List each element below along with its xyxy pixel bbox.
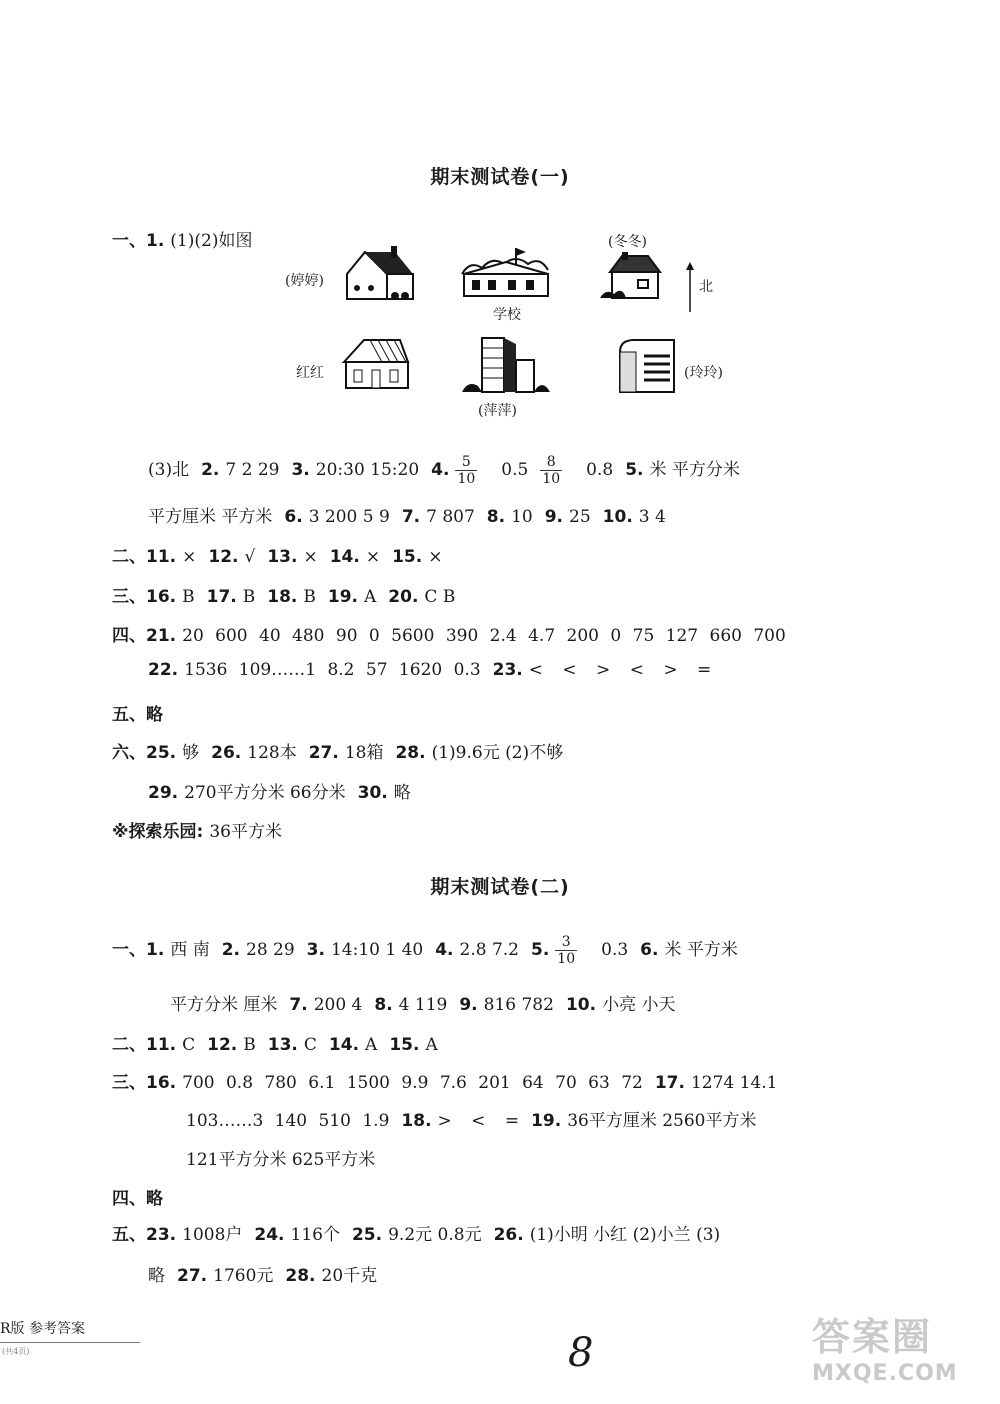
t2-row-2 <box>170 990 687 1015</box>
answer-text: 3 4 <box>638 507 666 527</box>
question-number: 4. <box>435 940 454 960</box>
fraction-5-10 <box>455 454 489 487</box>
answer-text: 五、略 <box>112 705 163 725</box>
question-number: 4. <box>431 460 450 480</box>
question-number: 18. <box>401 1111 432 1131</box>
question-number: 14. <box>329 547 360 567</box>
answer-text: × <box>428 547 443 567</box>
answer-text: 121平方分米 625平方米 <box>186 1150 376 1170</box>
answer-text: 0.8 <box>586 460 614 480</box>
t1-row-4 <box>112 582 467 607</box>
t2-row-7 <box>112 1184 169 1209</box>
question-number: 23. <box>492 660 523 680</box>
answer-text: 小亮 小天 <box>602 995 676 1015</box>
answer-text: 米 平方米 <box>664 940 738 960</box>
question-number: 8. <box>486 507 506 527</box>
t1-row-7 <box>112 700 169 725</box>
t1-row-1 <box>148 452 752 488</box>
question-number: 18. <box>267 587 298 607</box>
answer-text: 0.3 <box>601 940 629 960</box>
answer-text: 28 29 <box>246 940 295 960</box>
answer-text: A <box>425 1035 438 1055</box>
question-number: 三、16. <box>112 1073 177 1093</box>
question-number: 四、21. <box>112 626 177 646</box>
footer-divider <box>0 1342 140 1343</box>
label-north: 北 <box>699 279 713 295</box>
answer-text: 7 2 29 <box>225 460 280 480</box>
fraction-denominator: 10 <box>457 471 476 487</box>
question-number: 三、16. <box>112 587 177 607</box>
question-number: 5. <box>531 940 550 960</box>
t1-row-5 <box>112 621 798 646</box>
answer-text: 36平方厘米 2560平方米 <box>567 1111 757 1131</box>
answer-text: 18箱 <box>344 743 384 763</box>
house-icon-tingting <box>343 244 419 302</box>
answer-text: 够 <box>182 743 200 763</box>
answer-text: 3 200 5 9 <box>308 507 390 527</box>
answer-text: × <box>365 547 381 567</box>
answer-text: 25 <box>569 507 591 527</box>
label-school: 学校 <box>493 307 521 323</box>
t2-row-9 <box>148 1261 389 1286</box>
answer-text: < < > < > = <box>528 660 712 680</box>
answer-text: 1008户 <box>182 1225 243 1245</box>
question-number: 20. <box>388 587 419 607</box>
t1-row-9 <box>148 778 423 803</box>
question-number: 2. <box>201 460 220 480</box>
question-number: 29. <box>148 783 179 803</box>
answer-text: 200 4 <box>313 995 363 1015</box>
answer-text: 米 平方分米 <box>649 460 740 480</box>
test2-title: 期末测试卷(二) <box>430 876 570 898</box>
answer-text: A <box>364 587 377 607</box>
page-number: 8 <box>568 1330 594 1376</box>
question-number: 10. <box>565 995 597 1015</box>
question-number: 25. <box>351 1225 383 1245</box>
t1-row-6 <box>148 660 723 680</box>
section-label: ※探索乐园: <box>112 822 204 842</box>
answer-text: 116个 <box>290 1225 340 1245</box>
question-number: 9. <box>544 507 564 527</box>
label-lingling: (玲玲) <box>684 365 723 381</box>
question-number: 17. <box>654 1073 685 1093</box>
watermark-logo <box>812 1306 990 1398</box>
answer-text: 20千克 <box>321 1266 378 1286</box>
answer-text: 700 0.8 780 6.1 1500 9.9 7.6 201 64 70 63 72 <box>182 1073 643 1093</box>
question-number: 26. <box>211 743 242 763</box>
answer-text: 0.5 <box>501 460 529 480</box>
footer-small-text: (共4页) <box>2 1347 30 1356</box>
question-number: 26. <box>493 1225 524 1245</box>
answer-text: 略 <box>148 1266 165 1286</box>
question-number: 12. <box>208 547 239 567</box>
fraction-denominator: 10 <box>557 951 576 967</box>
answer-text: C <box>303 1035 317 1055</box>
question-number: 15. <box>389 1035 420 1055</box>
watermark-line-1: 答案圈 <box>812 1315 933 1359</box>
north-arrow-icon <box>684 262 696 314</box>
question-number: 一、1. <box>112 940 165 960</box>
t2-row-8 <box>112 1220 732 1245</box>
t2-row-4 <box>112 1068 790 1093</box>
answer-text: > < = <box>437 1111 520 1131</box>
answer-text: (1)9.6元 (2)不够 <box>431 743 564 763</box>
question-number: 22. <box>148 660 179 680</box>
answer-text: 2.8 7.2 <box>459 940 519 960</box>
answer-text: 816 782 <box>483 995 554 1015</box>
t1-q1-number: 一、1. <box>112 231 165 251</box>
answer-text: 略 <box>393 783 411 803</box>
question-number: 10. <box>602 507 633 527</box>
t1-q1-line <box>112 226 264 251</box>
answer-text: 128本 <box>247 743 297 763</box>
answer-text: C <box>182 1035 196 1055</box>
question-number: 28. <box>285 1266 316 1286</box>
question-number: 12. <box>207 1035 238 1055</box>
question-number: 6. <box>640 940 659 960</box>
watermark-line-2: MXQE.COM <box>812 1361 958 1386</box>
question-number: 6. <box>284 507 303 527</box>
t1-row-10 <box>112 817 294 842</box>
answer-text: 四、略 <box>112 1189 163 1209</box>
apartment-building-icon <box>462 334 552 396</box>
answer-text: 9.2元 0.8元 <box>388 1225 482 1245</box>
label-pingping: (萍萍) <box>478 403 517 419</box>
fraction-numerator: 5 <box>455 454 477 471</box>
answer-text: 20:30 15:20 <box>315 460 420 480</box>
question-number: 13. <box>267 1035 298 1055</box>
footer-label: R版 参考答案 <box>0 1321 85 1337</box>
office-building-icon <box>614 338 680 396</box>
answer-text: × <box>182 547 197 567</box>
t1-row-2 <box>148 502 678 527</box>
answer-text: 1760元 <box>213 1266 274 1286</box>
label-tingting: (婷婷) <box>285 273 324 289</box>
question-number: 五、23. <box>112 1225 177 1245</box>
fraction-numerator: 3 <box>555 934 577 951</box>
question-number: 30. <box>357 783 388 803</box>
question-number: 27. <box>308 743 339 763</box>
question-number: 13. <box>267 547 298 567</box>
answer-text: 20 600 40 480 90 0 5600 390 2.4 4.7 200 0 75 127 660 700 <box>182 626 786 646</box>
t1-q1-text: (1)(2)如图 <box>170 231 253 251</box>
answer-text: 1536 109……1 8.2 57 1620 0.3 <box>184 660 481 680</box>
question-number: 28. <box>395 743 426 763</box>
question-number: 二、11. <box>112 547 177 567</box>
question-number: 六、25. <box>112 743 177 763</box>
question-number: 17. <box>206 587 237 607</box>
question-number: 19. <box>327 587 358 607</box>
question-number: 7. <box>401 507 421 527</box>
answer-text: B <box>303 587 316 607</box>
question-number: 7. <box>289 995 308 1015</box>
answer-text: 14:10 1 40 <box>330 940 424 960</box>
question-number: 24. <box>254 1225 285 1245</box>
t2-row-3 <box>112 1030 450 1055</box>
label-honghong: 红红 <box>296 365 324 381</box>
question-number: 5. <box>625 460 644 480</box>
t2-row-6 <box>186 1145 387 1170</box>
answer-text: 4 119 <box>398 995 448 1015</box>
t1-row-3 <box>112 542 454 567</box>
answer-text: 平方厘米 平方米 <box>148 507 273 527</box>
answer-text: 103……3 140 510 1.9 <box>186 1111 390 1131</box>
question-number: 9. <box>459 995 478 1015</box>
t2-row-1 <box>112 932 750 968</box>
answer-text: (3)北 <box>148 460 190 480</box>
school-building-icon <box>458 244 554 300</box>
answer-text: B <box>243 1035 256 1055</box>
question-number: 3. <box>291 460 310 480</box>
fraction-8-10 <box>540 454 574 487</box>
answer-text: 36平方米 <box>209 822 282 842</box>
test1-title: 期末测试卷(一) <box>430 166 570 188</box>
fraction-denominator: 10 <box>542 471 561 487</box>
question-number: 二、11. <box>112 1035 177 1055</box>
house-icon-dongdong <box>600 250 664 302</box>
question-number: 19. <box>531 1111 562 1131</box>
answer-text: B <box>242 587 256 607</box>
fraction-3-10 <box>555 934 589 967</box>
answer-text: A <box>365 1035 378 1055</box>
question-number: 14. <box>328 1035 360 1055</box>
answer-text: 10 <box>511 507 533 527</box>
t1-row-8 <box>112 738 575 763</box>
question-number: 2. <box>221 940 240 960</box>
answer-text: B <box>182 587 195 607</box>
answer-text: 西 南 <box>170 940 210 960</box>
question-number: 3. <box>306 940 325 960</box>
answer-text: 平方分米 厘米 <box>170 995 278 1015</box>
answer-text: 270平方分米 66分米 <box>184 783 346 803</box>
answer-text: 7 807 <box>426 507 475 527</box>
answer-text: C B <box>424 587 456 607</box>
house-icon-honghong <box>340 336 412 392</box>
question-number: 27. <box>177 1266 208 1286</box>
answer-text: × <box>303 547 318 567</box>
answer-text: √ <box>244 547 256 567</box>
fraction-numerator: 8 <box>540 454 562 471</box>
question-number: 8. <box>374 995 393 1015</box>
label-dongdong: (冬冬) <box>608 234 647 250</box>
t2-row-5 <box>186 1106 769 1131</box>
question-number: 15. <box>392 547 423 567</box>
answer-text: (1)小明 小红 (2)小兰 (3) <box>529 1225 721 1245</box>
answer-text: 1274 14.1 <box>690 1073 778 1093</box>
